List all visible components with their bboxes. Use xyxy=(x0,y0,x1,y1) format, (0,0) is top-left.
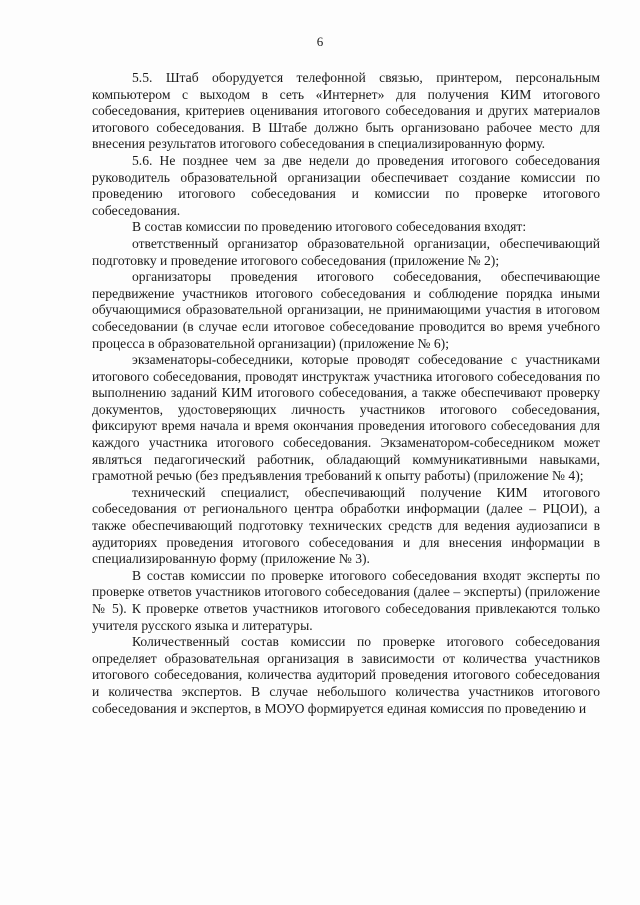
paragraph-commission-composition: В состав комиссии по проведению итогового собеседования входят: xyxy=(132,219,527,235)
paragraph-experts: В состав комиссии по проверке итогового собеседования входят эксперты по проверке ответов участников итогового собеседования (далее – эксперты) (приложение № 5). К проверке ответов участников итогового собеседования привлекаются только учителя русского языка и литературы. xyxy=(92,567,600,633)
document-body xyxy=(92,70,600,717)
paragraph-examiners: экзаменаторы-собеседники, которые проводят собеседование с участниками итогового собеседования, проводят инструктаж участника итогового собеседования по выполнению заданий КИМ итогового собеседования, а также обеспечивают проверку документов, удостоверяющих личность участников итогового собеседования, фиксируют время начала и время окончания проведения итогового собеседования для каждого участника итогового собеседования. Экзаменатором-собеседником может являться педагогический работник, обладающий коммуникативными навыками, грамотной речью (без предъявления требований к опыту работы) (приложение № 4); xyxy=(92,352,600,484)
paragraph-responsible-organizer: ответственный организатор образовательной организации, обеспечивающий подготовку и проведение итогового собеседования (приложение № 2); xyxy=(92,235,600,268)
paragraph-organizers: организаторы проведения итогового собеседования, обеспечивающие передвижение участников итогового собеседования и соблюдение порядка иными обучающимися образовательной организации, не принимающими участия в итоговом собеседовании (в случае если итоговое собеседование проводится во время учебного процесса в образовательной организации) (приложение № 6); xyxy=(92,269,600,351)
paragraph-quantitative-composition: Количественный состав комиссии по проверке итогового собеседования определяет образовательная организация в зависимости от количества участников итогового собеседования, количества аудиторий проведения итогового собеседования и количества экспертов. В случае небольшого количества участников итогового собеседования и экспертов, в МОУО формируется единая комиссия по проведению и xyxy=(92,634,600,716)
page-number: 6 xyxy=(316,34,324,49)
paragraph-5-6: 5.6. Не позднее чем за две недели до проведения итогового собеседования руководитель образовательной организации обеспечивает создание комиссии по проведению итогового собеседования и комиссии по проверке итогового собеседования. xyxy=(92,152,600,218)
paragraph-5-5: 5.5. Штаб оборудуется телефонной связью, принтером, персональным компьютером с выходом в сеть «Интернет» для получения КИМ итогового собеседования, критериев оценивания итогового собеседования и других материалов итогового собеседования. В Штабе должно быть организовано рабочее место для внесения результатов итогового собеседования в специализированную форму. xyxy=(92,70,600,152)
paragraph-technical-specialist: технический специалист, обеспечивающий получение КИМ итогового собеседования от регионального центра обработки информации (далее – РЦОИ), а также обеспечивающий подготовку технических средств для ведения аудиозаписи в аудиториях проведения итогового собеседования и для внесения информации в специализированную форму (приложение № 3). xyxy=(92,484,600,567)
